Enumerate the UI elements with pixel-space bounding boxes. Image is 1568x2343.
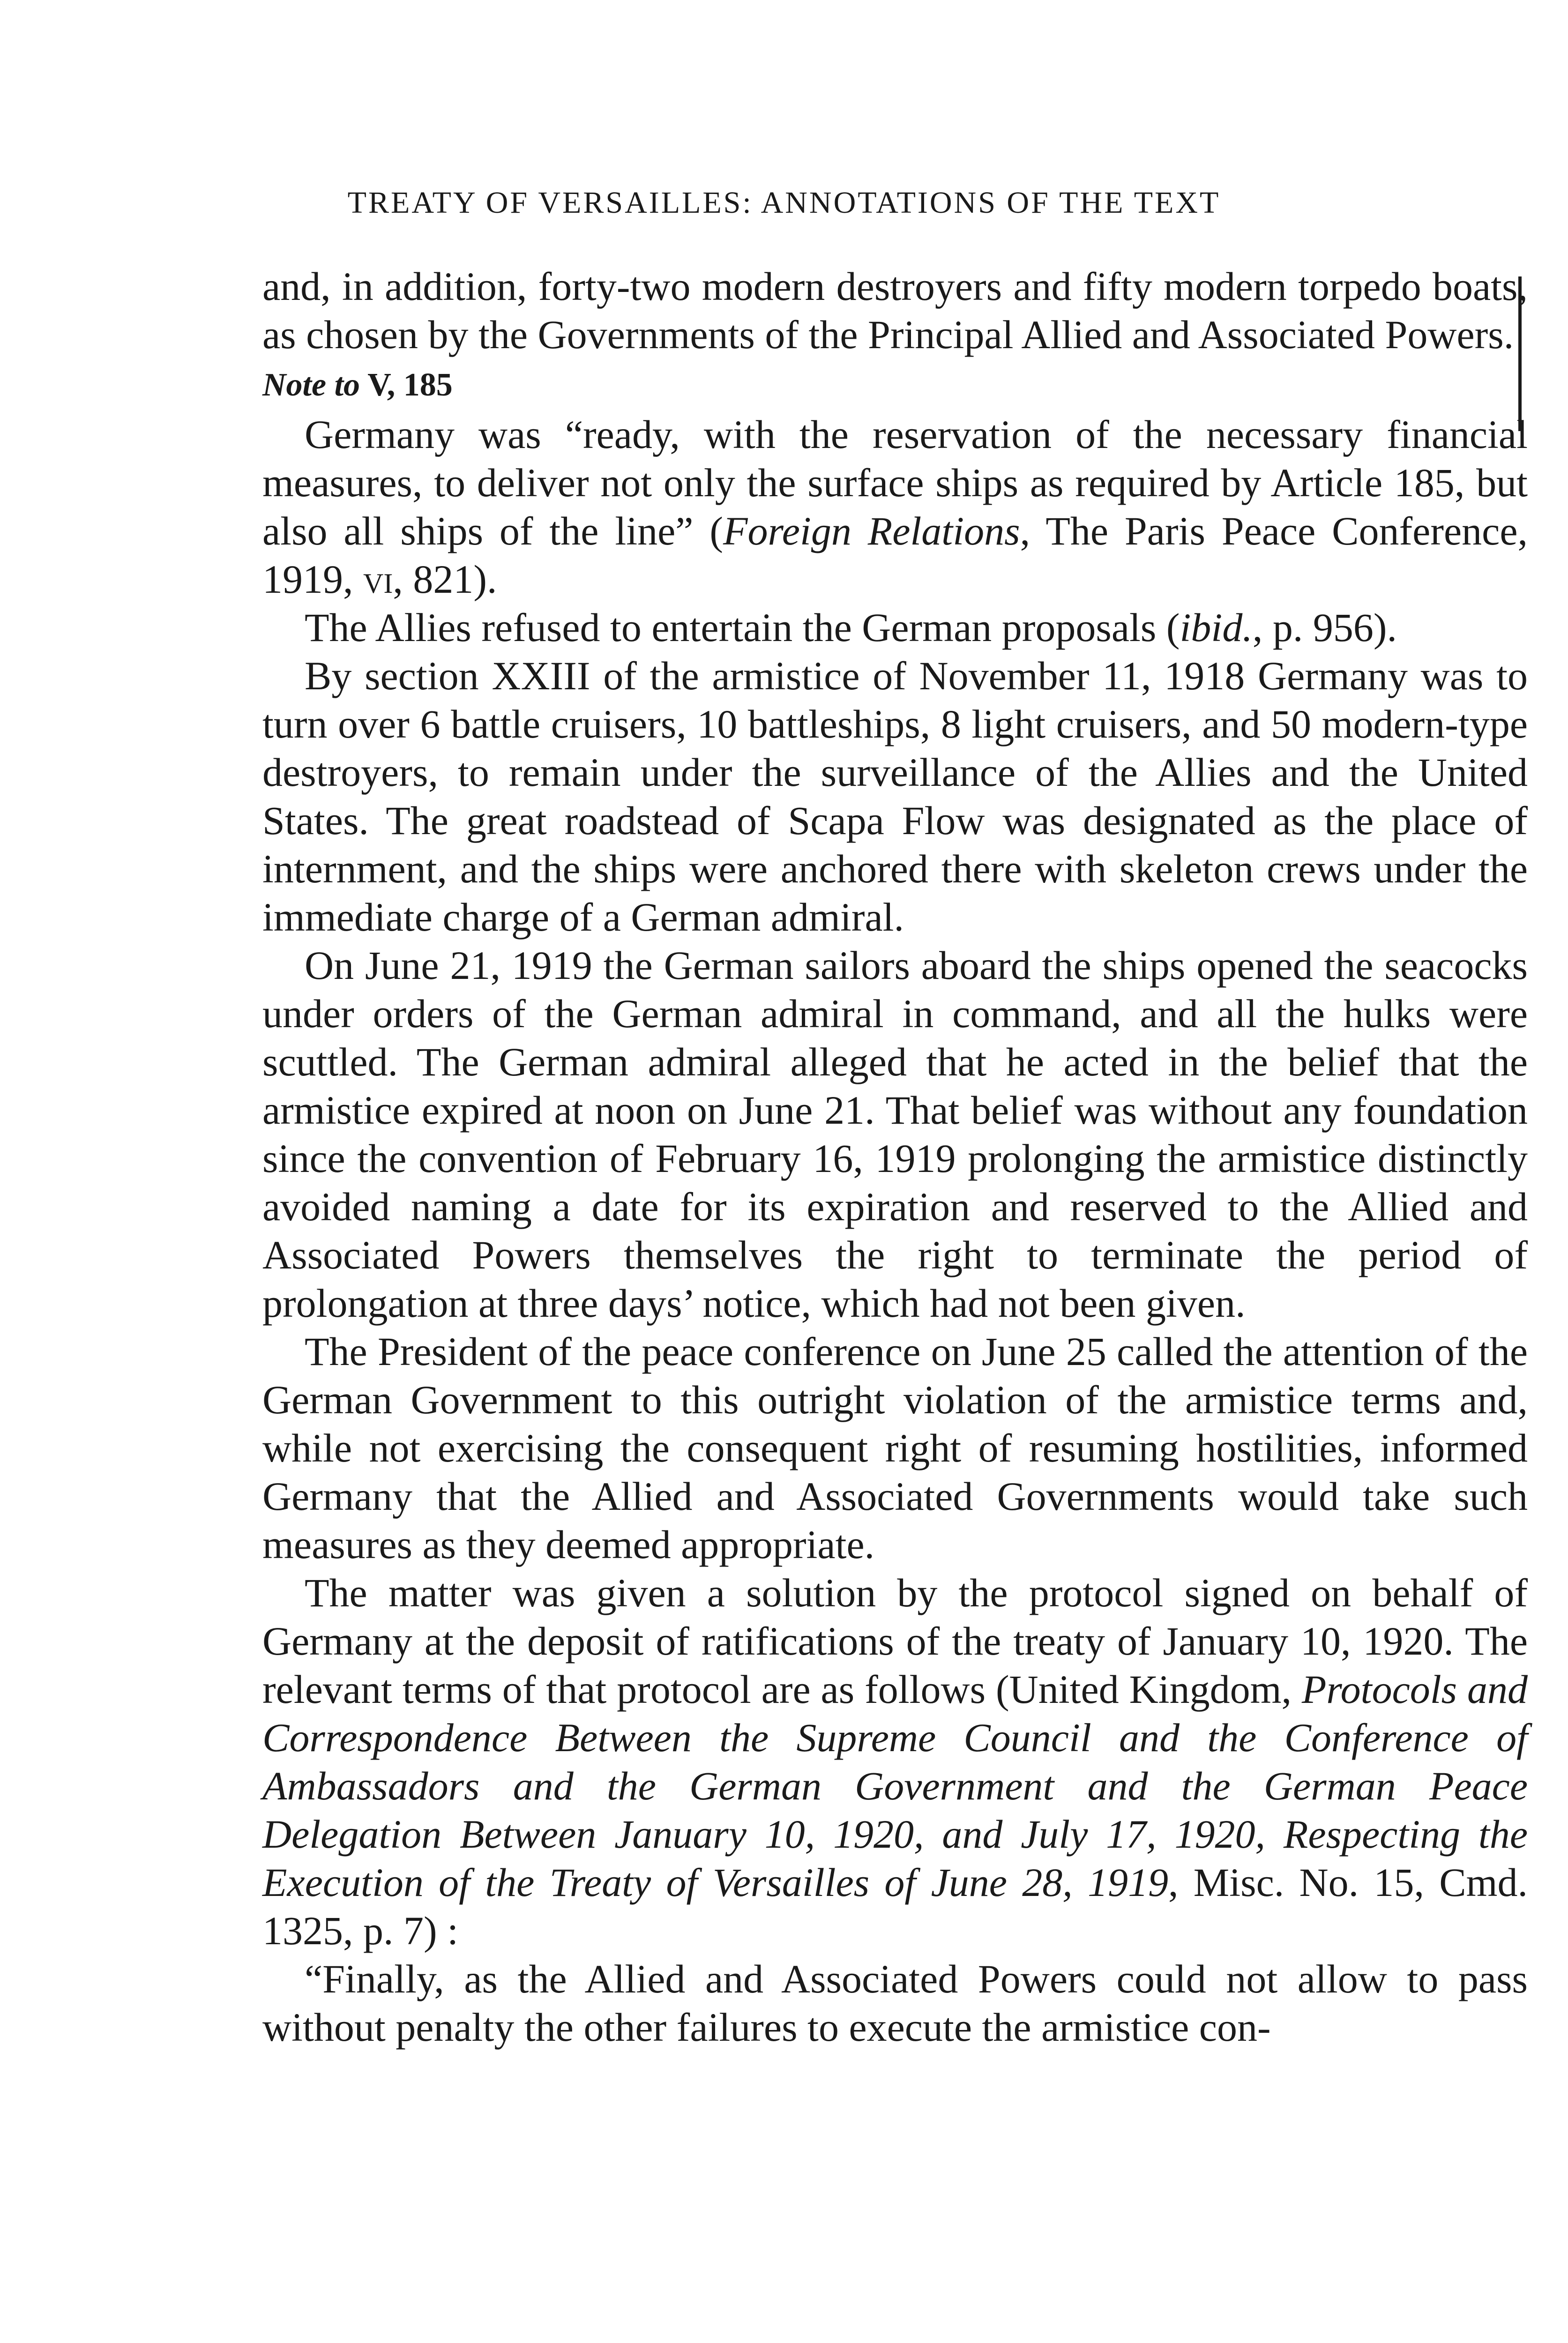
text-run: The matter was given a solution by the protocol signed on behalf of Germany at the deposit of ratifications of the treaty of January 10, 1920. The relevant terms of that protocol are as follows (United Kingdom,	[262, 1570, 1528, 1712]
citation-title: Protocols and Correspondence Between the Supreme Council and the Conference of Ambassadors and the German Government and the German Peace Delegation Between January 10, 1920, and July 17, 1920, Respecting the Execution of the Treaty of Versailles of June 28, 1919	[262, 1667, 1528, 1905]
paragraph-president: The President of the peace conference on June 25 called the attention of the German Government to this outright violation of the armistice terms and, while not exercising the consequent right of resuming hostilities, informed Germany that the Allied and Associated Governments would take such measures as they deemed appropriate.	[262, 1329, 1528, 1567]
body-text	[262, 262, 1528, 2052]
note-heading-ref: V, 185	[367, 367, 453, 403]
text-run: , p. 956).	[1252, 605, 1397, 650]
text-run: Germany was “ready, with the reservation of the necessary financial measures, to deliver not only the surface ships as required by Article 185, but also all ships of the line” (	[262, 412, 1528, 553]
paragraph-continuation: and, in addition, forty-two modern destroyers and fifty modern torpedo boats, as chosen by the Governments of the Principal Allied and Associated Powers.	[262, 264, 1528, 357]
running-header: TREATY OF VERSAILLES: ANNOTATIONS OF THE TEXT	[347, 186, 1221, 220]
note-heading	[262, 363, 1528, 408]
paragraph-allies-refused	[262, 604, 1528, 652]
paragraph-scuttling: On June 21, 1919 the German sailors aboard the ships opened the seacocks under orders of the German admiral in command, and all the hulks were scuttled. The German admiral alleged that he acted in the belief that the armistice expired at noon on June 21. That belief was without any foundation since the convention of February 16, 1919 prolonging the armistice distinctly avoided naming a date for its expiration and reserved to the Allied and Associated Powers themselves the right to terminate the period of prolongation at three days’ notice, which had not been given.	[262, 943, 1528, 1326]
note-heading-note: Note	[262, 367, 327, 403]
text-run: , 821).	[393, 557, 497, 602]
paragraph-germany-ready	[262, 410, 1528, 604]
citation-ibid: ibid.	[1180, 605, 1253, 650]
text-run: , The Paris Peace Conference, 1919,	[262, 508, 1528, 602]
citation-title: Foreign Relations	[723, 508, 1020, 553]
paragraph-protocol	[262, 1569, 1528, 1955]
text-run: The Allies refused to entertain the German proposals (	[305, 605, 1180, 650]
note-heading-to: to	[334, 367, 360, 403]
paragraph-quote: “Finally, as the Allied and Associated Powers could not allow to pass without penalty the other failures to execute the armistice con-	[262, 1956, 1528, 2050]
text-run: , Misc. No. 15, Cmd. 1325, p. 7) :	[262, 1860, 1528, 1953]
volume-number: vi	[363, 557, 393, 602]
paragraph-armistice-section: By section XXIII of the armistice of November 11, 1918 Germany was to turn over 6 battle cruisers, 10 battleships, 8 light cruisers, and 50 modern-type destroyers, to remain under the surveillance of the Allies and the United States. The great roadstead of Scapa Flow was designated as the place of internment, and the ships were anchored there with skeleton crews under the immediate charge of a German admiral.	[262, 653, 1528, 940]
